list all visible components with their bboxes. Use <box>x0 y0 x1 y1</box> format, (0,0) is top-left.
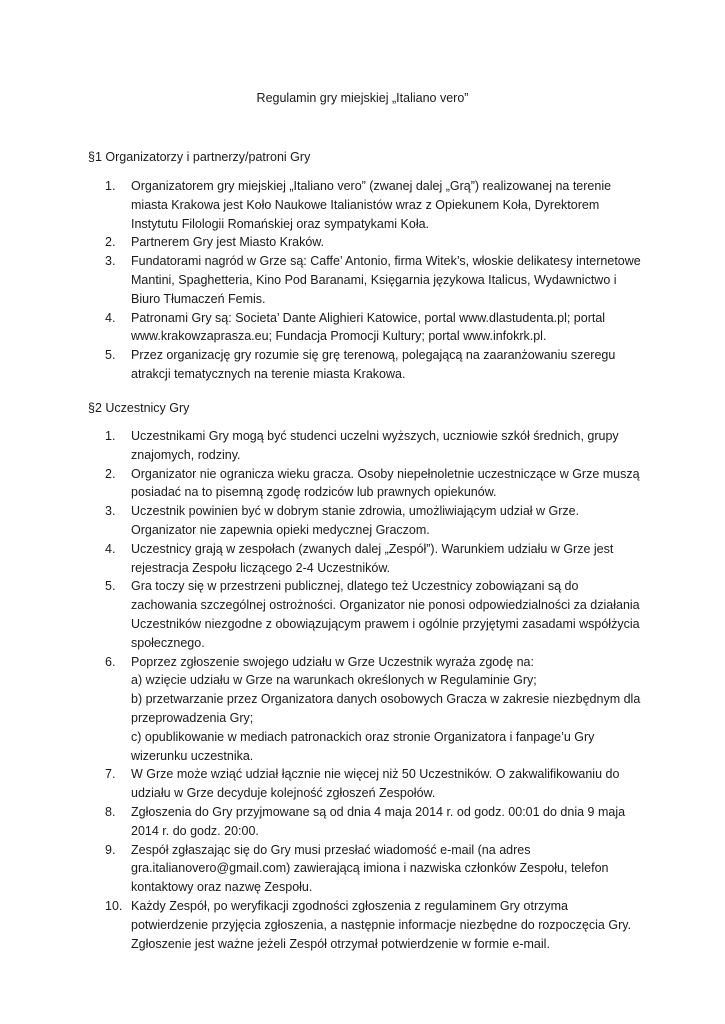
item-text: Każdy Zespół, po weryfikacji zgodności zgłoszenia z regulaminem Gry otrzyma potwierdzenie przyjęcia zgłoszenia, a następnie informacje niezbędne do rozpoczęcia Gry. Zgłoszenie jest ważne jeżeli Zespół otrzymał potwierdzenie w formie e-mail. <box>131 898 632 951</box>
section-1-heading: §1 Organizatorzy i partnerzy/patroni Gry <box>88 150 311 164</box>
list-item <box>0 465 725 503</box>
list-item <box>0 803 725 841</box>
item-number: 6. <box>105 654 116 669</box>
item-text: Zespół zgłaszając się do Gry musi przesłać wiadomość e-mail (na adres gra.italianovero@gmail.com) zawierającą imiona i nazwiska członków Zespołu, telefon kontaktowy oraz nazwę Zespołu. <box>131 842 609 895</box>
list-item <box>0 653 725 766</box>
item-subpoint-b: b) przetwarzanie przez Organizatora danych osobowych Gracza w zakresie niezbędnym dla przeprowadzenia Gry; <box>131 692 641 725</box>
item-number: 2. <box>105 235 116 250</box>
list-item <box>0 540 725 578</box>
list-item <box>0 765 725 803</box>
list-item <box>0 233 725 252</box>
item-number: 10. <box>105 898 123 913</box>
section-2-list <box>0 427 725 953</box>
item-text: Zgłoszenia do Gry przyjmowane są od dnia 4 maja 2014 r. od godz. 00:01 do dnia 9 maja 2014 r. do godz. 20:00. <box>131 804 626 838</box>
list-item <box>0 841 725 897</box>
list-item <box>0 309 725 347</box>
item-subpoint-a: a) wzięcie udziału w Grze na warunkach określonych w Regulaminie Gry; <box>131 673 537 688</box>
list-item <box>0 427 725 465</box>
item-number: 1. <box>105 429 116 443</box>
item-number: 8. <box>105 804 116 819</box>
item-text: Organizator nie ogranicza wieku gracza. Osoby niepełnoletnie uczestniczące w Grze muszą posiadać na to pisemną zgodę rodziców lub prawnych opiekunów. <box>131 466 640 500</box>
item-text: Uczestnik powinien być w dobrym stanie zdrowia, umożliwiającym udział w Grze. Organizator nie zapewnia opieki medycznej Graczom. <box>131 504 580 537</box>
list-item <box>0 177 725 233</box>
list-item <box>0 252 725 308</box>
item-text: Partnerem Gry jest Miasto Kraków. <box>131 235 325 250</box>
item-number: 5. <box>105 579 116 594</box>
document-title: Regulamin gry miejskiej „Italiano vero” <box>256 91 469 105</box>
item-text: Organizatorem gry miejskiej „Italiano vero” (zwanej dalej „Grą”) realizowanej na terenie miasta Krakowa jest Koło Naukowe Italianistów wraz z Opiekunem Koła, Dyrektorem Instytutu Filologii Romańskiej oraz sympatykami Koła. <box>131 179 612 231</box>
item-text: Fundatorami nagród w Grze są: Caffe’ Antonio, firma Witek’s, włoskie delikatesy internetowe Mantini, Spaghetteria, Kino Pod Baranami, Księgarnia językowa Italicus, Wydawnictwo i Biuro Tłumaczeń Femis. <box>131 254 641 306</box>
item-number: 1. <box>105 179 116 193</box>
item-number: 4. <box>105 310 116 325</box>
item-text: Uczestnikami Gry mogą być studenci uczelni wyższych, uczniowie szkół średnich, grupy znajomych, rodziny. <box>131 429 619 462</box>
item-text: W Grze może wziąć udział łącznie nie więcej niż 50 Uczestników. O zakwalifikowaniu do udziału w Grze decyduje kolejność zgłoszeń Zespołów. <box>131 767 620 801</box>
item-text: Uczestnicy grają w zespołach (zwanych dalej „Zespół”). Warunkiem udziału w Grze jest rejestracja Zespołu liczącego 2-4 Uczestników. <box>131 541 614 575</box>
item-number: 5. <box>105 348 116 363</box>
item-text: Przez organizację gry rozumie się grę terenową, polegającą na zaaranżowaniu szeregu atrakcji tematycznych na terenie miasta Krakowa. <box>131 348 616 381</box>
item-number: 4. <box>105 541 116 556</box>
item-number: 3. <box>105 254 116 269</box>
section-2-heading: §2 Uczestnicy Gry <box>88 401 190 415</box>
item-number: 3. <box>105 504 116 519</box>
item-text: Gra toczy się w przestrzeni publicznej, dlatego też Uczestnicy zobowiązani są do zachowania szczególnej ostrożności. Organizator nie ponosi odpowiedzialności za działania Uczestników niezgodne z obowiązującym prawem i ogólnie przyjętymi zasadami współżycia społecznego. <box>131 579 640 650</box>
item-text: Patronami Gry są: Societa’ Dante Alighieri Katowice, portal www.dlastudenta.pl; portal www.krakowzaprasza.eu; Fundacja Promocji Kultury; portal www.infokrk.pl. <box>131 310 606 344</box>
item-text: Poprzez zgłoszenie swojego udziału w Grze Uczestnik wyraża zgodę na: <box>131 654 534 669</box>
item-number: 9. <box>105 842 116 857</box>
item-number: 2. <box>105 466 116 481</box>
item-subpoint-c: c) opublikowanie w mediach patronackich oraz stronie Organizatora i fanpage’u Gry wizerunku uczestnika. <box>131 729 595 763</box>
section-1-list <box>0 177 725 384</box>
list-item <box>0 346 725 384</box>
item-number: 7. <box>105 767 116 782</box>
list-item <box>0 577 725 652</box>
list-item <box>0 897 725 953</box>
list-item <box>0 502 725 540</box>
